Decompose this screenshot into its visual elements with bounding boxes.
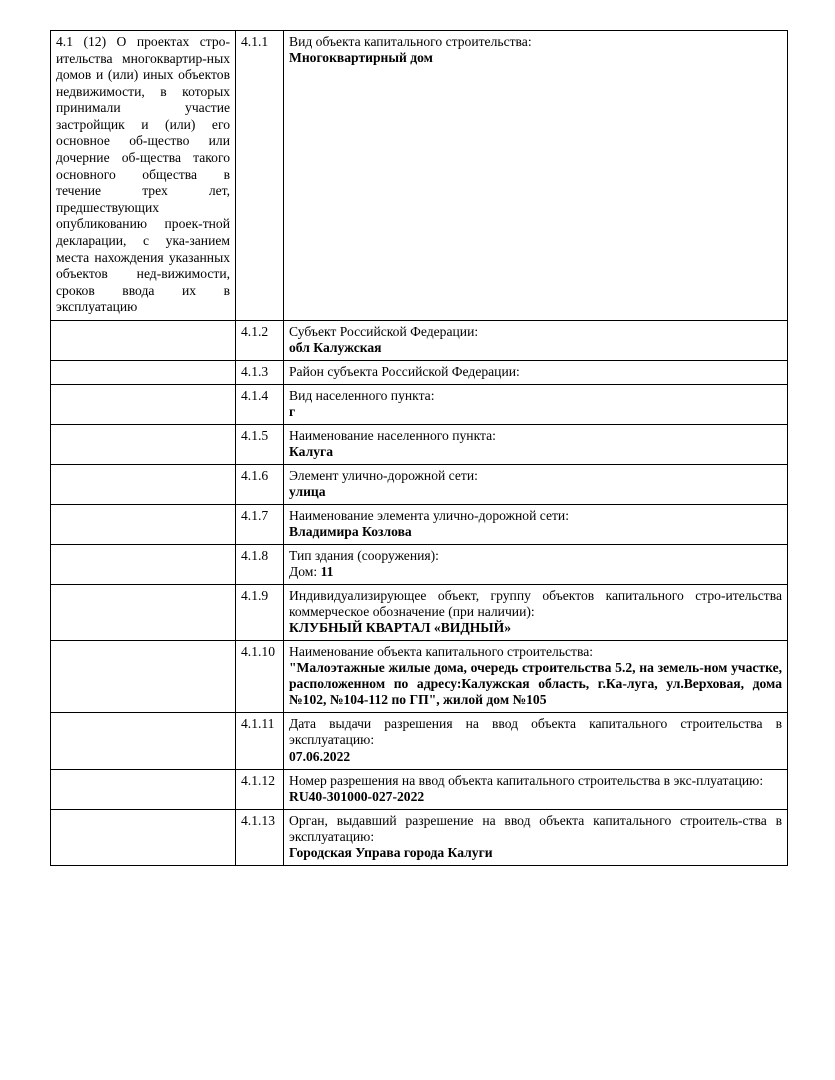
row-number: 4.1.9: [236, 585, 284, 641]
row-number: 4.1.8: [236, 545, 284, 585]
row-value: [284, 809, 788, 865]
empty-label-cell: [51, 641, 236, 713]
table-row: [51, 505, 788, 545]
row-number: 4.1.11: [236, 713, 284, 769]
field-caption: Вид населенного пункта:: [289, 387, 435, 403]
row-value: [284, 424, 788, 464]
field-caption: Индивидуализирующее объект, группу объектов капитального стро-ительства коммерческое обозначение (при наличии):: [289, 588, 782, 620]
field-answer: улица: [289, 484, 326, 500]
field-caption: Район субъекта Российской Федерации:: [289, 363, 520, 379]
field-caption: Субъект Российской Федерации:: [289, 323, 479, 339]
row-number: 4.1.6: [236, 465, 284, 505]
empty-label-cell: [51, 545, 236, 585]
answer-prefix: Дом:: [289, 564, 321, 580]
row-value: [284, 769, 788, 809]
field-caption: Наименование населенного пункта:: [289, 427, 496, 443]
field-caption: Наименование элемента улично-дорожной сети:: [289, 508, 569, 524]
row-number: 4.1.12: [236, 769, 284, 809]
section-label-cell: 4.1 (12) О проектах стро-ительства многоквартир-ных домов и (или) иных объектов недвижимости, в которых принимали участие застройщик и (или) его основное об-щество или дочерние об-щества такого основного общества в течение трех лет, предшествующих опубликованию проек-тной декларации, с ука-занием места нахождения указанных объектов нед-вижимости, сроков ввода их в эксплуатацию: [51, 31, 236, 321]
field-caption: Дата выдачи разрешения на ввод объекта капитального строительства в эксплуатацию:: [289, 716, 782, 748]
table-row: [51, 545, 788, 585]
empty-label-cell: [51, 320, 236, 360]
table-row: [51, 713, 788, 769]
field-caption: Наименование объекта капитального строительства:: [289, 644, 594, 660]
field-answer: 07.06.2022: [289, 748, 351, 764]
empty-label-cell: [51, 505, 236, 545]
field-answer: "Малоэтажные жилые дома, очередь строительства 5.2, на земель-ном участке, расположенном по адресу:Калужская область, г.Ка-луга, ул.Верховая, дома №102, №104-112 по ГП", жилой дом №105: [289, 660, 782, 708]
row-number: 4.1.4: [236, 384, 284, 424]
row-value: [284, 585, 788, 641]
field-answer: 11: [320, 564, 334, 580]
row-number: 4.1.10: [236, 641, 284, 713]
field-answer: обл Калужская: [289, 339, 382, 355]
field-answer: Городская Управа города Калуги: [289, 844, 493, 860]
row-value: [284, 465, 788, 505]
row-value: [284, 641, 788, 713]
empty-label-cell: [51, 713, 236, 769]
row-number: 4.1.2: [236, 320, 284, 360]
empty-label-cell: [51, 384, 236, 424]
row-number: 4.1.5: [236, 424, 284, 464]
field-answer: Многоквартирный дом: [289, 50, 433, 66]
field-answer: Калуга: [289, 444, 333, 460]
empty-label-cell: [51, 424, 236, 464]
field-caption: Вид объекта капитального строительства:: [289, 34, 532, 49]
field-caption: Элемент улично-дорожной сети:: [289, 468, 478, 484]
empty-label-cell: [51, 465, 236, 505]
field-answer: г: [289, 403, 296, 419]
declaration-table: [50, 30, 788, 866]
row-value: [284, 31, 788, 321]
table-row: [51, 384, 788, 424]
table-row: [51, 769, 788, 809]
table-row: [51, 465, 788, 505]
field-answer: Владимира Козлова: [289, 524, 412, 540]
table-row: [51, 31, 788, 321]
row-number: 4.1.3: [236, 360, 284, 384]
field-answer: КЛУБНЫЙ КВАРТАЛ «ВИДНЫЙ»: [289, 620, 512, 636]
field-answer-line: [289, 564, 782, 580]
row-value: [284, 713, 788, 769]
field-caption: Орган, выдавший разрешение на ввод объекта капитального строитель-ства в эксплуатацию:: [289, 812, 782, 844]
row-value: [284, 360, 788, 384]
row-value: [284, 384, 788, 424]
table-row: [51, 641, 788, 713]
row-number: 4.1.7: [236, 505, 284, 545]
table-row: [51, 585, 788, 641]
row-value: [284, 320, 788, 360]
field-caption: Тип здания (сооружения):: [289, 548, 439, 564]
empty-label-cell: [51, 360, 236, 384]
row-value: [284, 505, 788, 545]
row-number: 4.1.13: [236, 809, 284, 865]
field-answer: RU40-301000-027-2022: [289, 788, 425, 804]
row-number: 4.1.1: [236, 31, 284, 321]
table-row: [51, 809, 788, 865]
empty-label-cell: [51, 809, 236, 865]
table-row: [51, 424, 788, 464]
empty-label-cell: [51, 769, 236, 809]
field-caption: Номер разрешения на ввод объекта капитального строительства в экс-плуатацию:: [289, 772, 764, 788]
row-value: [284, 545, 788, 585]
table-row: [51, 360, 788, 384]
empty-label-cell: [51, 585, 236, 641]
table-row: [51, 320, 788, 360]
